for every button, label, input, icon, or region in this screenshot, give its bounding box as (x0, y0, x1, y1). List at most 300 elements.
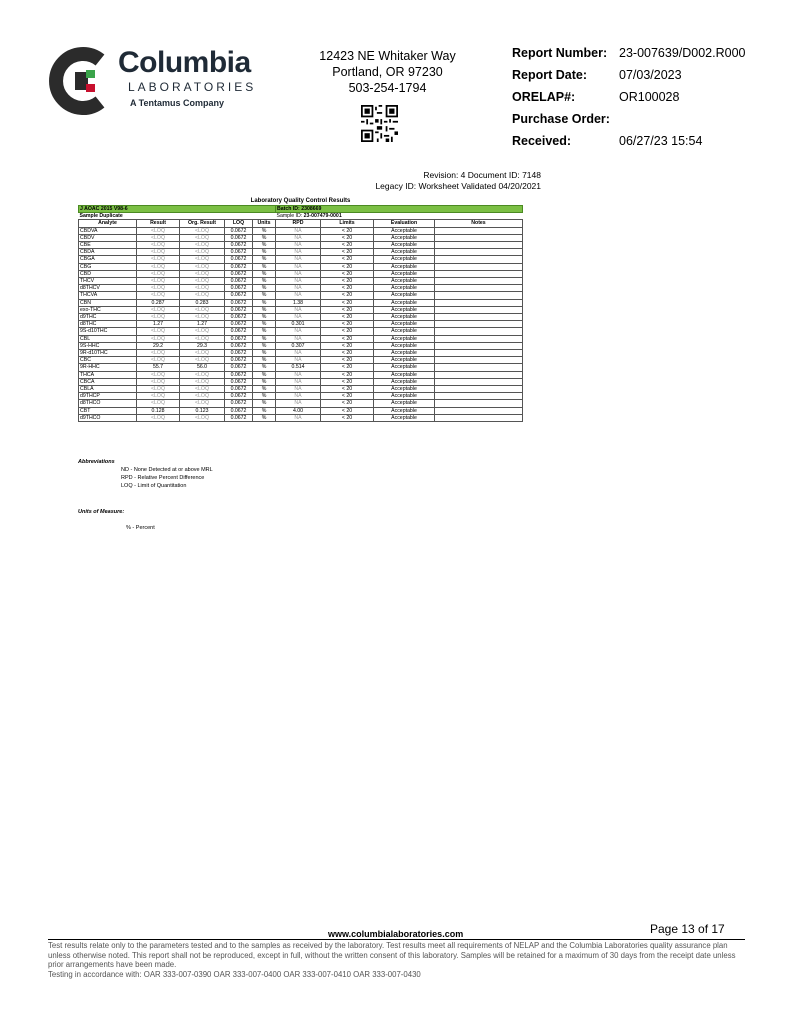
table-cell: <LOQ (180, 335, 225, 342)
table-cell: <LOQ (137, 328, 180, 335)
table-cell: % (253, 378, 276, 385)
table-cell: <LOQ (137, 227, 180, 234)
table-cell: < 20 (321, 407, 374, 414)
report-number-row (512, 46, 772, 68)
table-cell (435, 393, 523, 400)
table-cell (435, 270, 523, 277)
table-cell: % (253, 350, 276, 357)
table-cell (435, 350, 523, 357)
table-cell: <LOQ (180, 393, 225, 400)
table-cell: 0.0672 (225, 299, 253, 306)
table-cell: % (253, 256, 276, 263)
table-cell: < 20 (321, 299, 374, 306)
address-street: 12423 NE Whitaker Way (319, 49, 456, 63)
table-cell: 0.301 (276, 321, 321, 328)
table-cell: < 20 (321, 357, 374, 364)
table-cell: Acceptable (374, 306, 435, 313)
table-cell: % (253, 386, 276, 393)
table-cell: % (253, 400, 276, 407)
qc-results-table (78, 205, 523, 422)
table-cell: NA (276, 414, 321, 421)
table-cell (435, 364, 523, 371)
table-cell: 0.0672 (225, 242, 253, 249)
abbreviation-item: LOQ - Limit of Quantitation (121, 483, 187, 489)
table-cell: % (253, 328, 276, 335)
table-cell: 0.0672 (225, 270, 253, 277)
table-cell (435, 278, 523, 285)
table-cell: d8THCO (79, 400, 137, 407)
table-cell: Acceptable (374, 292, 435, 299)
table-cell: <LOQ (137, 292, 180, 299)
table-cell: 0.128 (137, 407, 180, 414)
table-cell (435, 314, 523, 321)
table-cell: Acceptable (374, 400, 435, 407)
batch-cell: Batch ID: 2308669 (276, 206, 523, 213)
table-cell: < 20 (321, 227, 374, 234)
logo-c-icon (48, 46, 114, 116)
table-cell: NA (276, 357, 321, 364)
table-cell: NA (276, 227, 321, 234)
table-cell: < 20 (321, 270, 374, 277)
table-cell: NA (276, 292, 321, 299)
table-cell: < 20 (321, 386, 374, 393)
table-cell: < 20 (321, 378, 374, 385)
table-row (79, 299, 523, 306)
purchase-order-row (512, 112, 772, 134)
table-cell: 0.0672 (225, 249, 253, 256)
table-cell: < 20 (321, 328, 374, 335)
table-cell: <LOQ (137, 256, 180, 263)
table-cell: NA (276, 249, 321, 256)
table-cell: NA (276, 378, 321, 385)
table-cell (435, 342, 523, 349)
table-cell: THCA (79, 371, 137, 378)
abbreviation-item: RPD - Relative Percent Difference (121, 475, 205, 481)
table-cell (435, 335, 523, 342)
table-cell: CBGA (79, 256, 137, 263)
table-cell: THCV (79, 278, 137, 285)
table-cell: <LOQ (137, 285, 180, 292)
header-cell: Limits (321, 220, 374, 227)
table-cell: NA (276, 270, 321, 277)
table-cell: % (253, 407, 276, 414)
table-cell: 9R-HHC (79, 364, 137, 371)
address-city: Portland, OR 97230 (332, 65, 443, 79)
table-cell: % (253, 314, 276, 321)
table-cell (435, 378, 523, 385)
report-metadata (512, 46, 772, 156)
table-cell: NA (276, 314, 321, 321)
table-cell: <LOQ (180, 378, 225, 385)
table-cell: <LOQ (137, 335, 180, 342)
table-cell: 0.0672 (225, 314, 253, 321)
table-cell: <LOQ (137, 242, 180, 249)
report-number: 23-007639/D002.R000 (619, 46, 746, 60)
units-title: Units of Measure: (78, 509, 125, 515)
table-cell: 0.0672 (225, 256, 253, 263)
orelap-label: ORELAP#: (512, 90, 576, 104)
table-cell: <LOQ (137, 400, 180, 407)
table-cell (435, 299, 523, 306)
method-cell: J AOAC 2015 V98-6 (79, 206, 276, 213)
table-cell: CBDVA (79, 227, 137, 234)
table-cell: 0.0672 (225, 227, 253, 234)
table-cell: Acceptable (374, 378, 435, 385)
header-cell: Units (253, 220, 276, 227)
table-cell: 0.287 (137, 299, 180, 306)
header-cell: Org. Result (180, 220, 225, 227)
table-row (79, 242, 523, 249)
table-cell: NA (276, 386, 321, 393)
table-row (79, 386, 523, 393)
table-cell: CBLA (79, 386, 137, 393)
table-cell: Acceptable (374, 407, 435, 414)
table-cell: CBCA (79, 378, 137, 385)
table-cell: CBG (79, 263, 137, 270)
table-cell (435, 414, 523, 421)
table-cell: Acceptable (374, 357, 435, 364)
received-row (512, 134, 772, 156)
table-cell: 0.0672 (225, 371, 253, 378)
table-row (79, 270, 523, 277)
page-number: Page 13 of 17 (650, 922, 725, 936)
table-cell: Acceptable (374, 263, 435, 270)
revision-info (241, 170, 541, 192)
table-cell: 0.0672 (225, 364, 253, 371)
header-cell: Evaluation (374, 220, 435, 227)
table-cell: CBDA (79, 249, 137, 256)
units-item: % - Percent (126, 525, 155, 531)
table-row (79, 350, 523, 357)
table-cell: NA (276, 242, 321, 249)
table-cell: <LOQ (180, 242, 225, 249)
report-date-label: Report Date: (512, 68, 588, 82)
abbreviation-item: ND - None Detected at or above MRL (121, 467, 213, 473)
table-cell: Acceptable (374, 386, 435, 393)
table-row (79, 357, 523, 364)
table-cell: NA (276, 256, 321, 263)
table-cell: Acceptable (374, 285, 435, 292)
table-cell: 0.0672 (225, 306, 253, 313)
table-cell: <LOQ (137, 386, 180, 393)
table-cell (435, 242, 523, 249)
table-cell (435, 321, 523, 328)
table-cell: <LOQ (180, 306, 225, 313)
table-cell: % (253, 414, 276, 421)
table-cell: Acceptable (374, 393, 435, 400)
table-cell: % (253, 278, 276, 285)
table-cell: < 20 (321, 335, 374, 342)
report-number-label: Report Number: (512, 46, 608, 60)
table-cell: < 20 (321, 371, 374, 378)
table-cell: Acceptable (374, 256, 435, 263)
legacy-id-line: Legacy ID: Worksheet Validated 04/20/2021 (375, 181, 541, 191)
table-cell: THCVA (79, 292, 137, 299)
header-cell: Result (137, 220, 180, 227)
table-cell: 0.0672 (225, 263, 253, 270)
address-phone: 503-254-1794 (348, 81, 427, 95)
table-row (79, 234, 523, 241)
table-cell (435, 227, 523, 234)
table-cell: NA (276, 328, 321, 335)
table-cell: <LOQ (180, 350, 225, 357)
table-row (79, 227, 523, 234)
table-cell: NA (276, 285, 321, 292)
table-cell: 0.307 (276, 342, 321, 349)
received-label: Received: (512, 134, 572, 148)
table-cell (435, 357, 523, 364)
table-cell: <LOQ (137, 371, 180, 378)
table-row (79, 393, 523, 400)
table-cell: <LOQ (180, 314, 225, 321)
table-cell: Acceptable (374, 314, 435, 321)
table-cell: % (253, 263, 276, 270)
table-cell: <LOQ (137, 378, 180, 385)
table-cell: % (253, 249, 276, 256)
table-row (79, 414, 523, 421)
abbreviations-title: Abbreviations (78, 459, 115, 465)
received-date: 06/27/23 15:54 (619, 134, 703, 148)
table-cell: Acceptable (374, 371, 435, 378)
table-cell: % (253, 242, 276, 249)
table-cell: Acceptable (374, 234, 435, 241)
table-cell: 0.0672 (225, 342, 253, 349)
table-cell: CBD (79, 270, 137, 277)
table-cell: Acceptable (374, 342, 435, 349)
website-link[interactable]: www.columbialaboratories.com (328, 929, 464, 939)
lab-address (300, 48, 475, 96)
table-header-row (79, 220, 523, 227)
table-cell: Acceptable (374, 227, 435, 234)
report-date: 07/03/2023 (619, 68, 682, 82)
table-cell: <LOQ (180, 270, 225, 277)
table-cell: NA (276, 278, 321, 285)
table-cell: 0.0672 (225, 407, 253, 414)
table-cell: NA (276, 263, 321, 270)
table-row (79, 400, 523, 407)
table-cell: 55.7 (137, 364, 180, 371)
table-cell: 0.0672 (225, 292, 253, 299)
table-cell: <LOQ (137, 234, 180, 241)
table-cell: <LOQ (137, 306, 180, 313)
table-row (79, 407, 523, 414)
table-cell: Acceptable (374, 299, 435, 306)
table-cell (435, 386, 523, 393)
table-cell: < 20 (321, 342, 374, 349)
table-cell (435, 234, 523, 241)
table-cell: <LOQ (137, 263, 180, 270)
table-row (79, 285, 523, 292)
table-cell: < 20 (321, 278, 374, 285)
table-cell: < 20 (321, 242, 374, 249)
table-cell (435, 263, 523, 270)
table-cell: 0.514 (276, 364, 321, 371)
table-cell: <LOQ (137, 393, 180, 400)
table-row (79, 314, 523, 321)
table-cell: Acceptable (374, 335, 435, 342)
table-cell: 0.0672 (225, 414, 253, 421)
table-row (79, 342, 523, 349)
header-cell: RPD (276, 220, 321, 227)
table-cell: 0.0672 (225, 400, 253, 407)
table-cell: d9THCO (79, 414, 137, 421)
table-cell: <LOQ (180, 227, 225, 234)
table-cell: CBT (79, 407, 137, 414)
table-cell: 1.27 (137, 321, 180, 328)
table-cell: <LOQ (180, 328, 225, 335)
table-cell: 0.123 (180, 407, 225, 414)
table-cell: 0.0672 (225, 285, 253, 292)
table-cell: % (253, 321, 276, 328)
table-cell: NA (276, 234, 321, 241)
revision-line: Revision: 4 Document ID: 7148 (423, 170, 541, 180)
table-cell (435, 306, 523, 313)
table-cell: < 20 (321, 350, 374, 357)
table-cell: Acceptable (374, 242, 435, 249)
sample-id-label: Sample ID: (276, 213, 303, 220)
table-cell: < 20 (321, 306, 374, 313)
table-cell: <LOQ (180, 263, 225, 270)
table-cell: < 20 (321, 256, 374, 263)
table-cell: < 20 (321, 263, 374, 270)
table-cell: 56.0 (180, 364, 225, 371)
report-date-row (512, 68, 772, 90)
table-row (79, 292, 523, 299)
table-row (79, 249, 523, 256)
table-cell: <LOQ (137, 414, 180, 421)
table-cell: Acceptable (374, 350, 435, 357)
table-cell: < 20 (321, 414, 374, 421)
table-cell: <LOQ (180, 371, 225, 378)
table-cell: 0.0672 (225, 357, 253, 364)
table-cell: 0.283 (180, 299, 225, 306)
table-cell: <LOQ (137, 357, 180, 364)
table-cell: d9THCP (79, 393, 137, 400)
table-cell: % (253, 364, 276, 371)
sample-type-cell: Sample Duplicate (79, 213, 123, 220)
footer-disclaimer (48, 941, 748, 979)
table-row (79, 263, 523, 270)
table-cell: < 20 (321, 321, 374, 328)
table-cell (435, 400, 523, 407)
table-row (79, 335, 523, 342)
table-cell: <LOQ (180, 386, 225, 393)
table-row (79, 256, 523, 263)
table-cell: CBL (79, 335, 137, 342)
table-cell: % (253, 306, 276, 313)
table-cell: % (253, 227, 276, 234)
table-cell: % (253, 292, 276, 299)
table-row (79, 371, 523, 378)
table-cell: NA (276, 400, 321, 407)
table-cell: <LOQ (180, 249, 225, 256)
table-row (79, 328, 523, 335)
table-cell: d9THC (79, 314, 137, 321)
testing-standards: Testing in accordance with: OAR 333-007-0390 OAR 333-007-0400 OAR 333-007-0410 OAR 333-007-0430 (48, 969, 421, 979)
table-row (79, 378, 523, 385)
table-cell: < 20 (321, 364, 374, 371)
table-cell: d8THC (79, 321, 137, 328)
table-cell: 0.0672 (225, 321, 253, 328)
sample-row (79, 213, 523, 220)
table-cell: < 20 (321, 249, 374, 256)
table-cell (435, 407, 523, 414)
abbreviations-list (121, 466, 213, 490)
table-cell: % (253, 393, 276, 400)
table-cell: <LOQ (180, 278, 225, 285)
table-cell: CBE (79, 242, 137, 249)
table-row (79, 364, 523, 371)
table-cell: % (253, 371, 276, 378)
table-cell: Acceptable (374, 249, 435, 256)
table-cell: <LOQ (180, 256, 225, 263)
table-cell: NA (276, 393, 321, 400)
table-cell: Acceptable (374, 270, 435, 277)
table-cell: exo-THC (79, 306, 137, 313)
table-cell (435, 285, 523, 292)
qr-code-icon (361, 105, 398, 142)
table-cell: 4.00 (276, 407, 321, 414)
table-cell: % (253, 335, 276, 342)
table-cell: NA (276, 350, 321, 357)
table-cell: <LOQ (180, 357, 225, 364)
table-cell: % (253, 357, 276, 364)
table-cell: Acceptable (374, 321, 435, 328)
table-cell (435, 328, 523, 335)
table-cell: <LOQ (137, 278, 180, 285)
table-cell: 0.0672 (225, 278, 253, 285)
table-cell: NA (276, 335, 321, 342)
company-logo (48, 46, 257, 116)
table-cell: 9R-d10THC (79, 350, 137, 357)
table-cell: <LOQ (137, 270, 180, 277)
table-cell: % (253, 342, 276, 349)
table-cell (435, 249, 523, 256)
table-cell: CBN (79, 299, 137, 306)
company-subtitle: LABORATORIES (128, 80, 257, 94)
table-cell: < 20 (321, 400, 374, 407)
header-cell: LOQ (225, 220, 253, 227)
table-row (79, 321, 523, 328)
table-cell: 0.0672 (225, 378, 253, 385)
table-cell: CBC (79, 357, 137, 364)
table-cell: < 20 (321, 234, 374, 241)
table-cell (435, 292, 523, 299)
company-tagline: A Tentamus Company (130, 98, 225, 108)
header-cell: Analyte (79, 220, 137, 227)
table-cell: d8THCV (79, 285, 137, 292)
table-cell: % (253, 234, 276, 241)
sample-id-cell (276, 213, 523, 220)
table-cell: Acceptable (374, 328, 435, 335)
table-cell: 1.27 (180, 321, 225, 328)
table-cell: CBDV (79, 234, 137, 241)
table-row (79, 278, 523, 285)
table-row (79, 306, 523, 313)
table-cell: Acceptable (374, 278, 435, 285)
table-cell: 29.3 (180, 342, 225, 349)
table-cell: <LOQ (137, 314, 180, 321)
footer-divider (48, 939, 745, 940)
table-cell: 0.0672 (225, 335, 253, 342)
table-cell: 9S-d10THC (79, 328, 137, 335)
table-cell: Acceptable (374, 414, 435, 421)
table-cell: 0.0672 (225, 328, 253, 335)
table-cell: Acceptable (374, 364, 435, 371)
disclaimer-text: Test results relate only to the parameters tested and to the samples as received by the laboratory. Test results meet all requirements of NELAP and the Columbia Laboratories quality assurance plan unless otherwise noted. This report shall not be reproduced, except in full, without the written consent of this laboratory. Samples will be retained for a maximum of 30 days from the receipt date unless prior arrangements have been made. (48, 941, 736, 970)
table-cell: 29.2 (137, 342, 180, 349)
table-cell: % (253, 299, 276, 306)
